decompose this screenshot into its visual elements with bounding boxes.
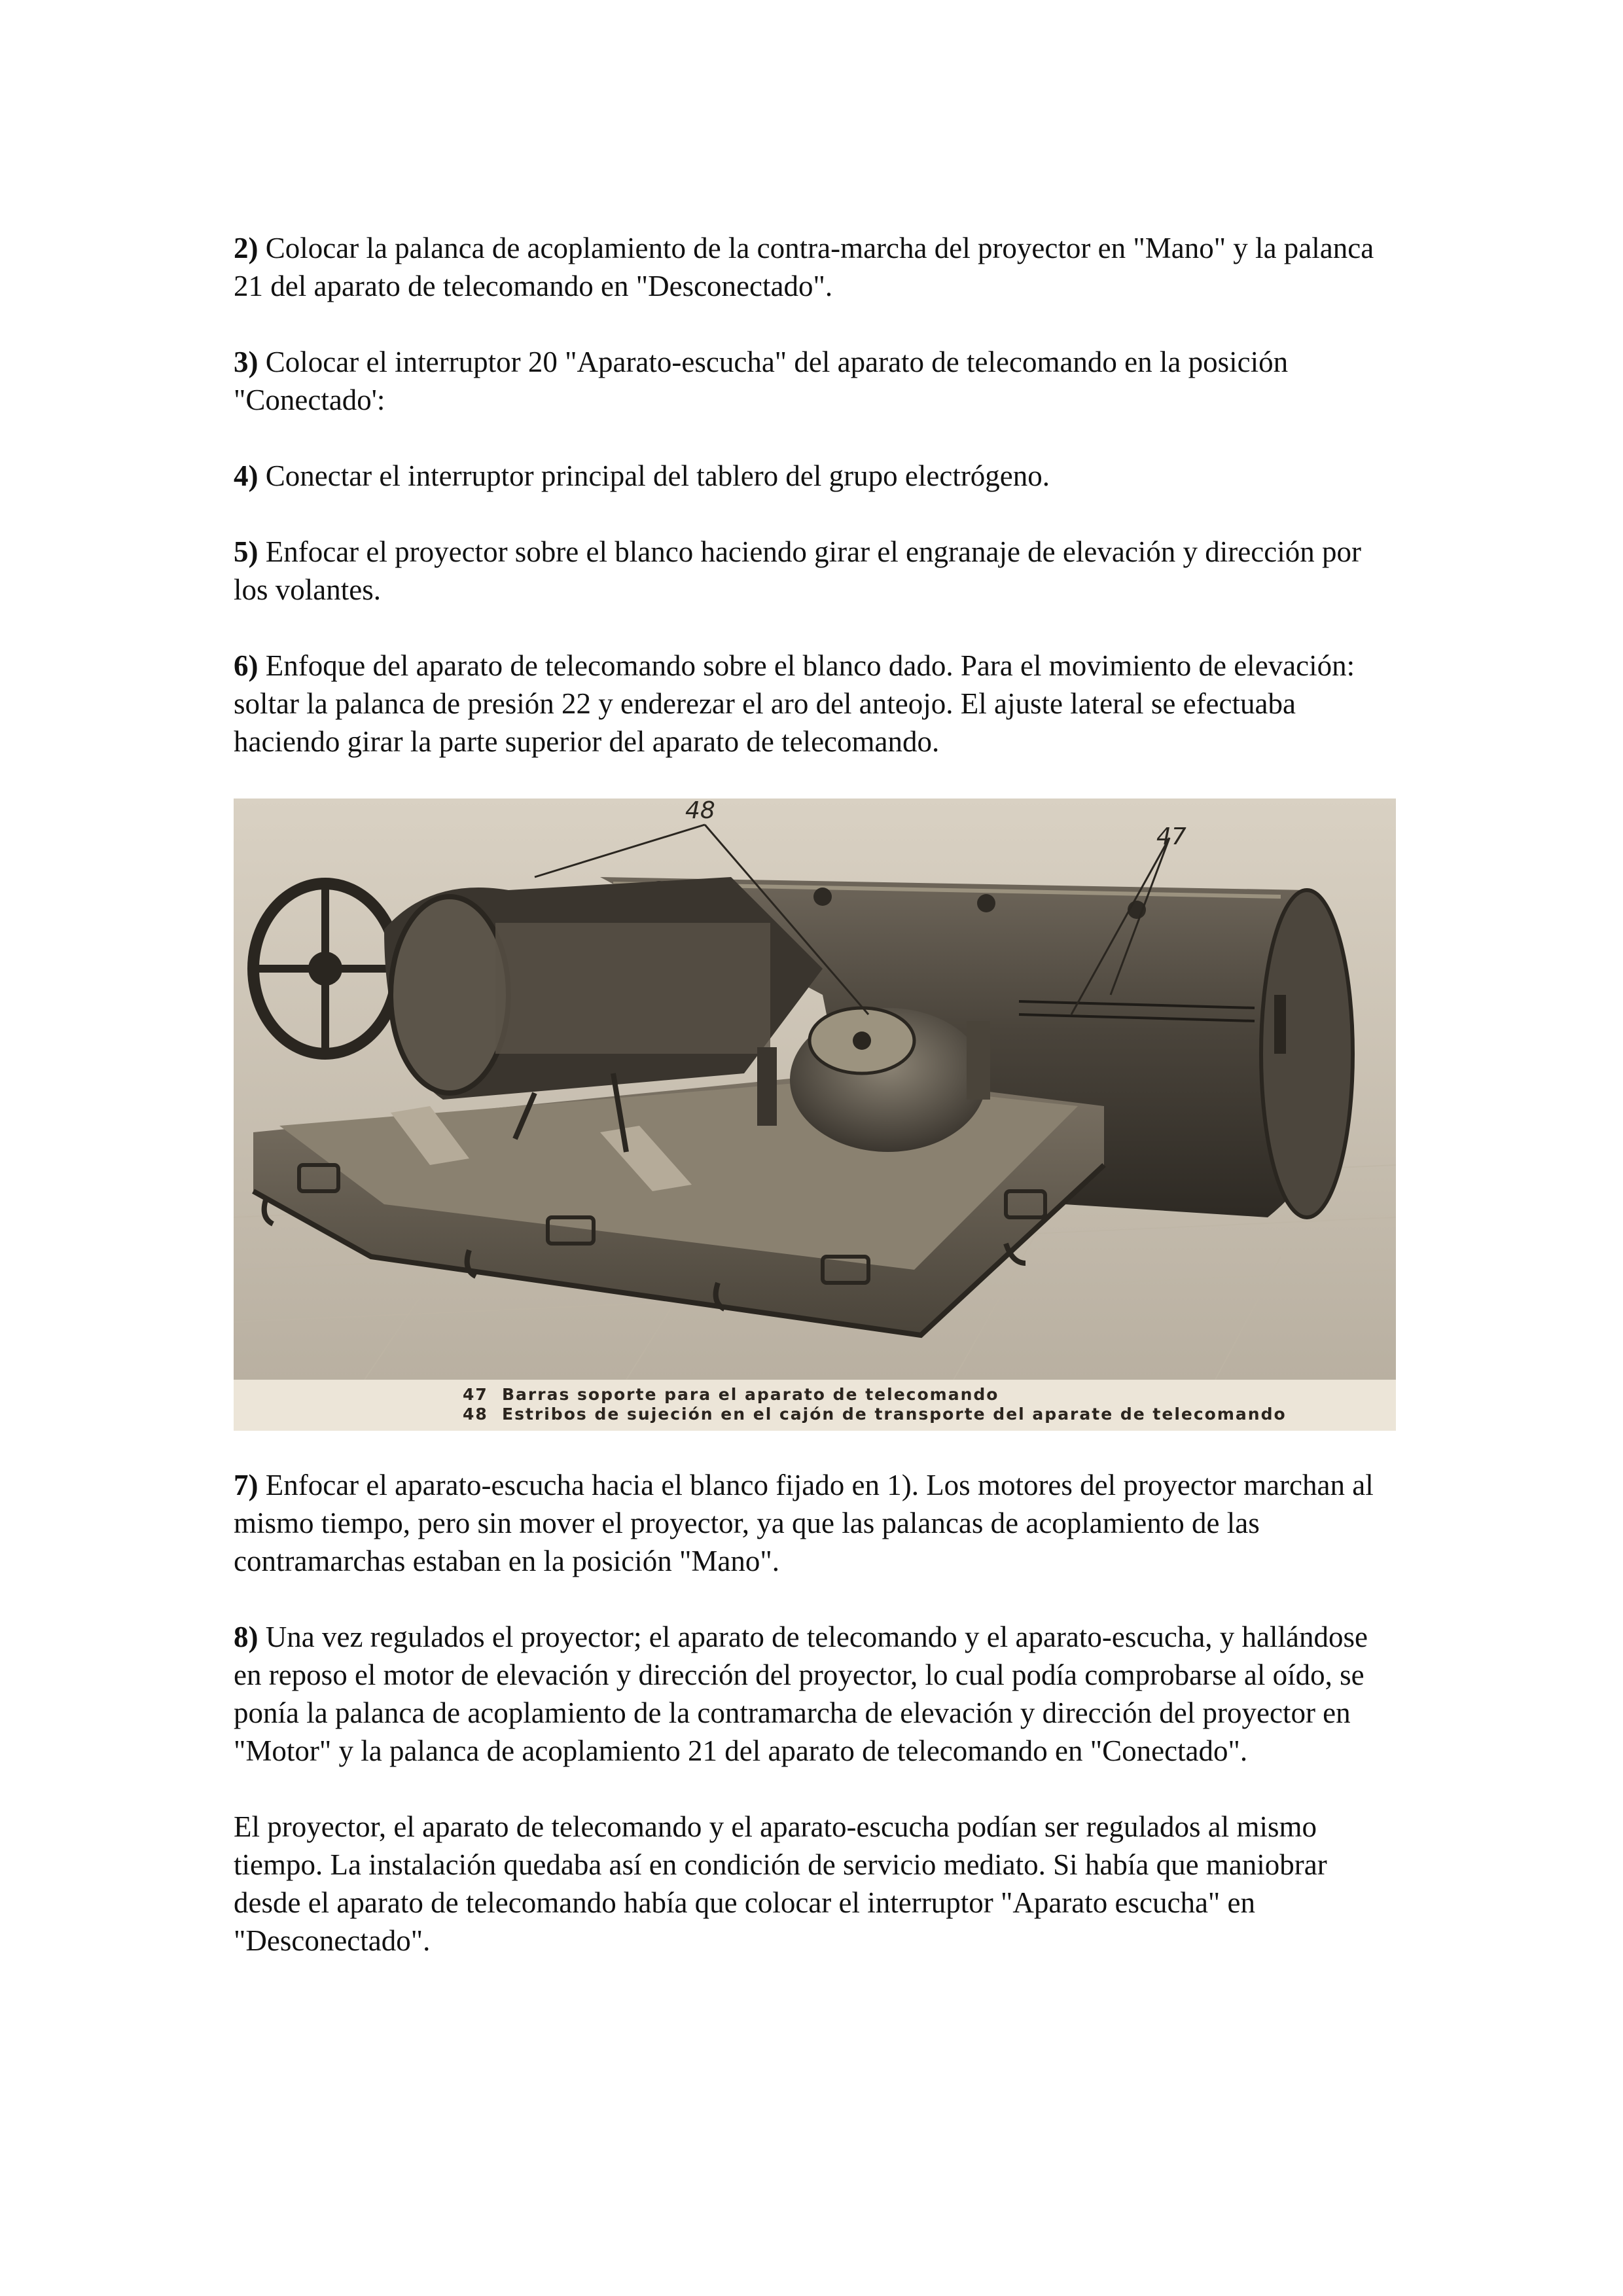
caption-number: 48 (463, 1405, 488, 1424)
step-number: 3) (234, 346, 259, 378)
paragraph-text: El proyector, el aparato de telecomando y el aparato-escucha podían ser regulados al mismo tiempo. La instalación quedaba así en condición de servicio mediato. Si había que maniobrar desde el aparato de telecomando había que colocar el interruptor "Aparato escucha" en "Desconectado". (234, 1810, 1327, 1957)
step-text: Conectar el interruptor principal del tablero del grupo electrógeno. (265, 459, 1050, 492)
step-text: Enfocar el proyector sobre el blanco haciendo girar el engranaje de elevación y dirección por los volantes. (234, 535, 1361, 606)
caption-text: Barras soporte para el aparato de telecomando (502, 1385, 999, 1404)
equipment-photo-figure (234, 798, 1396, 1431)
step-text: Colocar la palanca de acoplamiento de la contra-marcha del proyector en "Mano" y la palanca 21 del aparato de telecomando en "Desconectado". (234, 232, 1374, 302)
paragraph-step-8 (234, 1618, 1399, 1770)
caption-row (463, 1405, 1287, 1424)
figure-label-47: 47 (1156, 823, 1186, 850)
step-text: Enfocar el aparato-escucha hacia el blanco fijado en 1). Los motores del proyector marchan al mismo tiempo, pero sin mover el proyector, ya que las palancas de acoplamiento de las contramarchas estaban en la posición "Mano". (234, 1469, 1374, 1577)
equipment-photo (234, 798, 1396, 1380)
step-number: 6) (234, 649, 259, 682)
paragraph-step-6 (234, 647, 1399, 761)
step-text: Colocar el interruptor 20 "Aparato-escucha" del aparato de telecomando en la posición "Conectado': (234, 346, 1289, 416)
step-text: Enfoque del aparato de telecomando sobre el blanco dado. Para el movimiento de elevación: soltar la palanca de presión 22 y enderezar el aro del anteojo. El ajuste lateral se efectuaba haciendo girar la parte superior del aparato de telecomando. (234, 649, 1355, 758)
step-text: Una vez regulados el proyector; el aparato de telecomando y el aparato-escucha, y hallándose en reposo el motor de elevación y dirección del proyector, lo cual podía comprobarse al oído, se ponía la palanca de acoplamiento de la contramarcha de elevación y dirección del proyector en "Motor" y la palanca de acoplamiento 21 del aparato de telecomando en "Conectado". (234, 1621, 1368, 1767)
step-number: 5) (234, 535, 259, 568)
paragraph-step-3 (234, 343, 1399, 419)
paragraph-step-4 (234, 457, 1399, 495)
paragraph-step-7 (234, 1466, 1399, 1580)
step-number: 7) (234, 1469, 259, 1501)
caption-number: 47 (463, 1385, 488, 1404)
step-number: 4) (234, 459, 259, 492)
figure-label-48: 48 (685, 798, 715, 824)
step-number: 2) (234, 232, 259, 264)
paragraph-step-2 (234, 229, 1399, 305)
step-number: 8) (234, 1621, 259, 1653)
paragraph-closing (234, 1808, 1399, 1960)
caption-row (463, 1385, 1287, 1405)
paragraph-step-5 (234, 533, 1399, 609)
caption-text: Estribos de sujeción en el cajón de transporte del aparate de telecomando (502, 1405, 1287, 1424)
figure-caption (463, 1385, 1287, 1424)
